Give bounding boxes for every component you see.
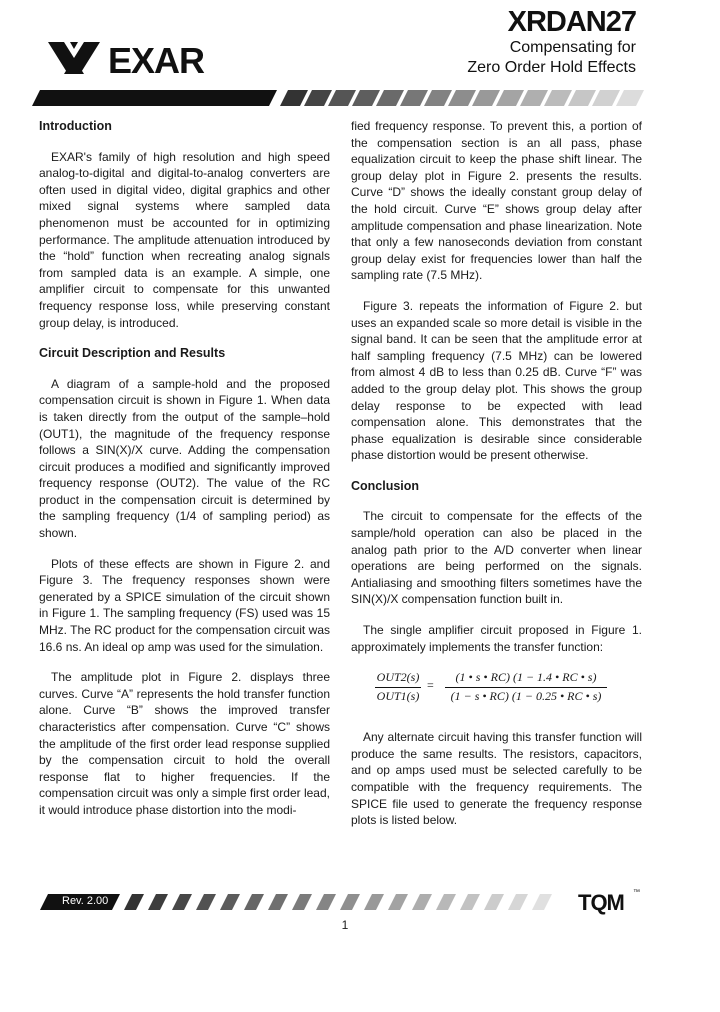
footer-stripe — [148, 894, 168, 910]
footer-stripe — [364, 894, 384, 910]
footer-stripe — [220, 894, 240, 910]
equation-lhs-numerator: OUT2(s) — [375, 669, 421, 688]
header-stripe — [280, 90, 308, 106]
footer-stripe — [532, 894, 552, 910]
logo-text: EXAR — [108, 40, 205, 76]
footer-stripe — [244, 894, 264, 910]
header-stripe-bar — [32, 90, 652, 106]
footer-stripe — [172, 894, 192, 910]
subtitle-line-1: Compensating for — [509, 39, 636, 56]
equation-lhs-denominator: OUT1(s) — [376, 688, 420, 703]
trademark-symbol: ™ — [633, 889, 640, 896]
introduction-paragraph: EXAR's family of high resolution and high speed analog-to-digital and digital-to-analog converters are often used in digital video, digital graphics and other mixed signal systems where sampled data phenomenon must be accounted for in optimizing performance. The amplitude attenuation introduced by the “hold” function when recreating analog signals from sampled data is an example. A simple, one amplifier circuit to compensate for this unwanted frequency response loss, while preserving constant group delay, is introduced. — [39, 149, 330, 330]
document-number: XRDAN27 — [507, 6, 636, 38]
header-stripe — [568, 90, 596, 106]
document-subtitle — [467, 38, 636, 78]
conclusion-paragraph-1: The circuit to compensate for the effects of the sample/hold operation can also be placed in the analog path prior to the A/D converter when linear operations are being performed on the signals. Antialiasing and smoothing filters sometimes have the SIN(X)/X compensation function built in. — [351, 509, 642, 607]
header-stripe — [496, 90, 524, 106]
right-column — [351, 118, 642, 843]
equation-lhs — [375, 669, 421, 704]
continued-paragraph: fied frequency response. To prevent this, a portion of the compensation section is an all pass, phase equalization circuit to keep the phase shift linear. The group delay plot in Figure 2. presents the results. Curve “D” shows the ideally constant group delay of the hold circuit. Curve “E” shows group delay after amplitude compensation and phase linearization. Note that only a few nanoseconds deviation from constant group delay exist for frequencies lower than half the sampling rate (7.5 MHz). — [351, 119, 642, 283]
footer-stripe — [508, 894, 528, 910]
footer-stripe — [484, 894, 504, 910]
header-stripe — [448, 90, 476, 106]
header-stripe — [328, 90, 356, 106]
footer-stripe — [292, 894, 312, 910]
figure3-paragraph: Figure 3. repeats the information of Figure 2. but uses an expanded scale so more detail is visible in the signal band. It can be seen that the amplitude error at half sampling frequency (7.5 MHz) can be lowered from almost 4 dB to less than 0.25 dB. Curve “F” was added to the group delay plot. This shows the group delay response to be expected with lead compensation alone. This demonstrates that the phase equalization is desirable since considerable phase distortion would be present otherwise. — [351, 298, 642, 463]
revision-label: Rev. 2.00 — [62, 895, 109, 907]
header-stripe — [400, 90, 428, 106]
transfer-function-equation — [351, 669, 642, 709]
page-number: 1 — [341, 918, 349, 932]
footer-stripe-bar — [120, 894, 570, 910]
left-column — [39, 118, 330, 833]
equation-rhs-denominator: (1 − s • RC) (1 − 0.25 • RC • s) — [450, 688, 602, 703]
footer-stripe — [124, 894, 144, 910]
header-stripe — [376, 90, 404, 106]
footer-stripe — [268, 894, 288, 910]
equation-rhs-numerator: (1 • s • RC) (1 − 1.4 • RC • s) — [445, 669, 607, 688]
conclusion-heading: Conclusion — [351, 478, 420, 493]
circuit-paragraph-1: A diagram of a sample-hold and the proposed compensation circuit is shown in Figure 1. When data is taken directly from the output of the sample–hold (OUT1), the magnitude of the frequency response follows a SIN(X)/X curve. Adding the compensation circuit produces a modified and significantly improved frequency response (OUT2). The value of the RC product in the compensation circuit is determined by the sampling frequency (1/4 of sampling period) as shown. — [39, 376, 330, 541]
header-stripe — [544, 90, 572, 106]
exar-logo — [48, 40, 213, 76]
footer-stripe — [460, 894, 480, 910]
footer-stripe — [316, 894, 336, 910]
footer-stripe — [196, 894, 216, 910]
circuit-description-heading: Circuit Description and Results — [39, 346, 226, 361]
circuit-paragraph-3: The amplitude plot in Figure 2. displays three curves. Curve “A” represents the hold transfer function alone. Curve “B” shows the improved transfer characteristics after compensation. Curve “C” shows the amplitude of the first order lead response supplied by the compensation circuit to hold the overall response flat to higher frequencies. If the compensation circuit was only a simple first order lead, it would introduce phase distortion into the modi- — [39, 670, 330, 817]
introduction-heading: Introduction — [39, 119, 112, 133]
footer-stripe — [412, 894, 432, 910]
page-header — [0, 0, 720, 115]
header-stripe — [592, 90, 620, 106]
subtitle-line-2: Zero Order Hold Effects — [467, 59, 636, 76]
footer-stripe — [436, 894, 456, 910]
header-stripe — [616, 90, 644, 106]
header-stripe — [520, 90, 548, 106]
tqm-logo: TQM — [578, 890, 624, 915]
header-stripe — [472, 90, 500, 106]
equation-rhs — [445, 669, 607, 704]
footer-stripe — [340, 894, 360, 910]
equation-equals: = — [427, 678, 434, 693]
footer-stripe — [388, 894, 408, 910]
conclusion-paragraph-2: The single amplifier circuit proposed in Figure 1. approximately implements the transfer function: — [351, 623, 642, 654]
header-stripe — [352, 90, 380, 106]
conclusion-paragraph-3: Any alternate circuit having this transfer function will produce the same results. The resistors, capacitors, and op amps used must be selected carefully to be compatible with the frequency requirements. The SPICE file used to generate the frequency response plots is listed below. — [351, 730, 642, 828]
header-stripe — [424, 90, 452, 106]
circuit-paragraph-2: Plots of these effects are shown in Figure 2. and Figure 3. The frequency responses shown were generated by a SPICE simulation of the circuit shown in Figure 1. The sampling frequency (FS) used was 15 MHz. The RC product for the compensation circuit was 16.6 ns. An ideal op amp was used for the simulation. — [39, 556, 330, 654]
header-stripe — [304, 90, 332, 106]
